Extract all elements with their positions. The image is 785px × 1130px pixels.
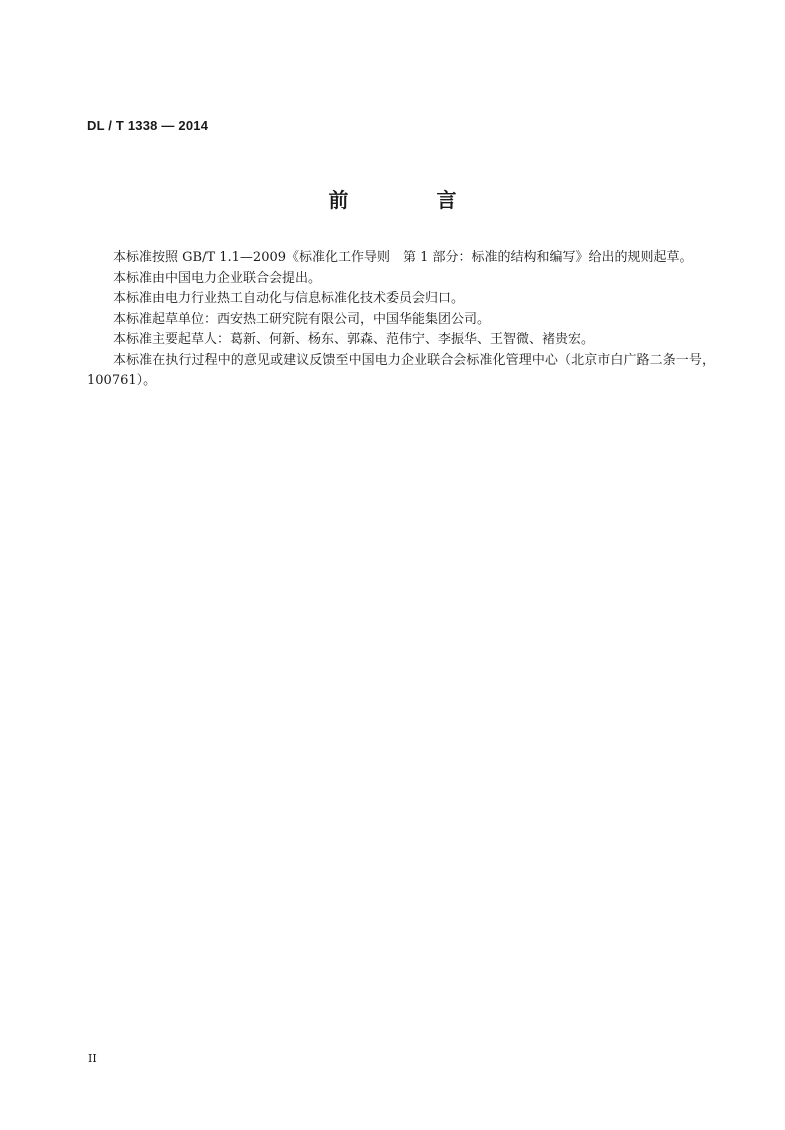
foreword-body <box>87 248 715 392</box>
paragraph-main-drafters: 本标准主要起草人：葛新、何新、杨东、郭森、范伟宁、李振华、王智微、褚贵宏。 <box>113 332 595 347</box>
paragraph-feedback: 本标准在执行过程中的意见或建议反馈至中国电力企业联合会标准化管理中心（北京市白广路二条一号，100761）。 <box>87 352 715 388</box>
page-title: 前 言 <box>328 188 491 212</box>
standard-code: DL / T 1338 — 2014 <box>87 118 209 133</box>
paragraph-under-jurisdiction: 本标准由电力行业热工自动化与信息标准化技术委员会归口。 <box>113 291 465 306</box>
paragraph-proposed-by: 本标准由中国电力企业联合会提出。 <box>113 270 322 286</box>
paragraph-drafting-organizations: 本标准起草单位：西安热工研究院有限公司，中国华能集团公司。 <box>113 311 491 327</box>
page-number: II <box>88 1052 97 1065</box>
paragraph-drafting-rules: 本标准按照 GB/T 1.1—2009《标准化工作导则 第 1 部分：标准的结构和编写》给出的规则起草。 <box>113 250 693 265</box>
